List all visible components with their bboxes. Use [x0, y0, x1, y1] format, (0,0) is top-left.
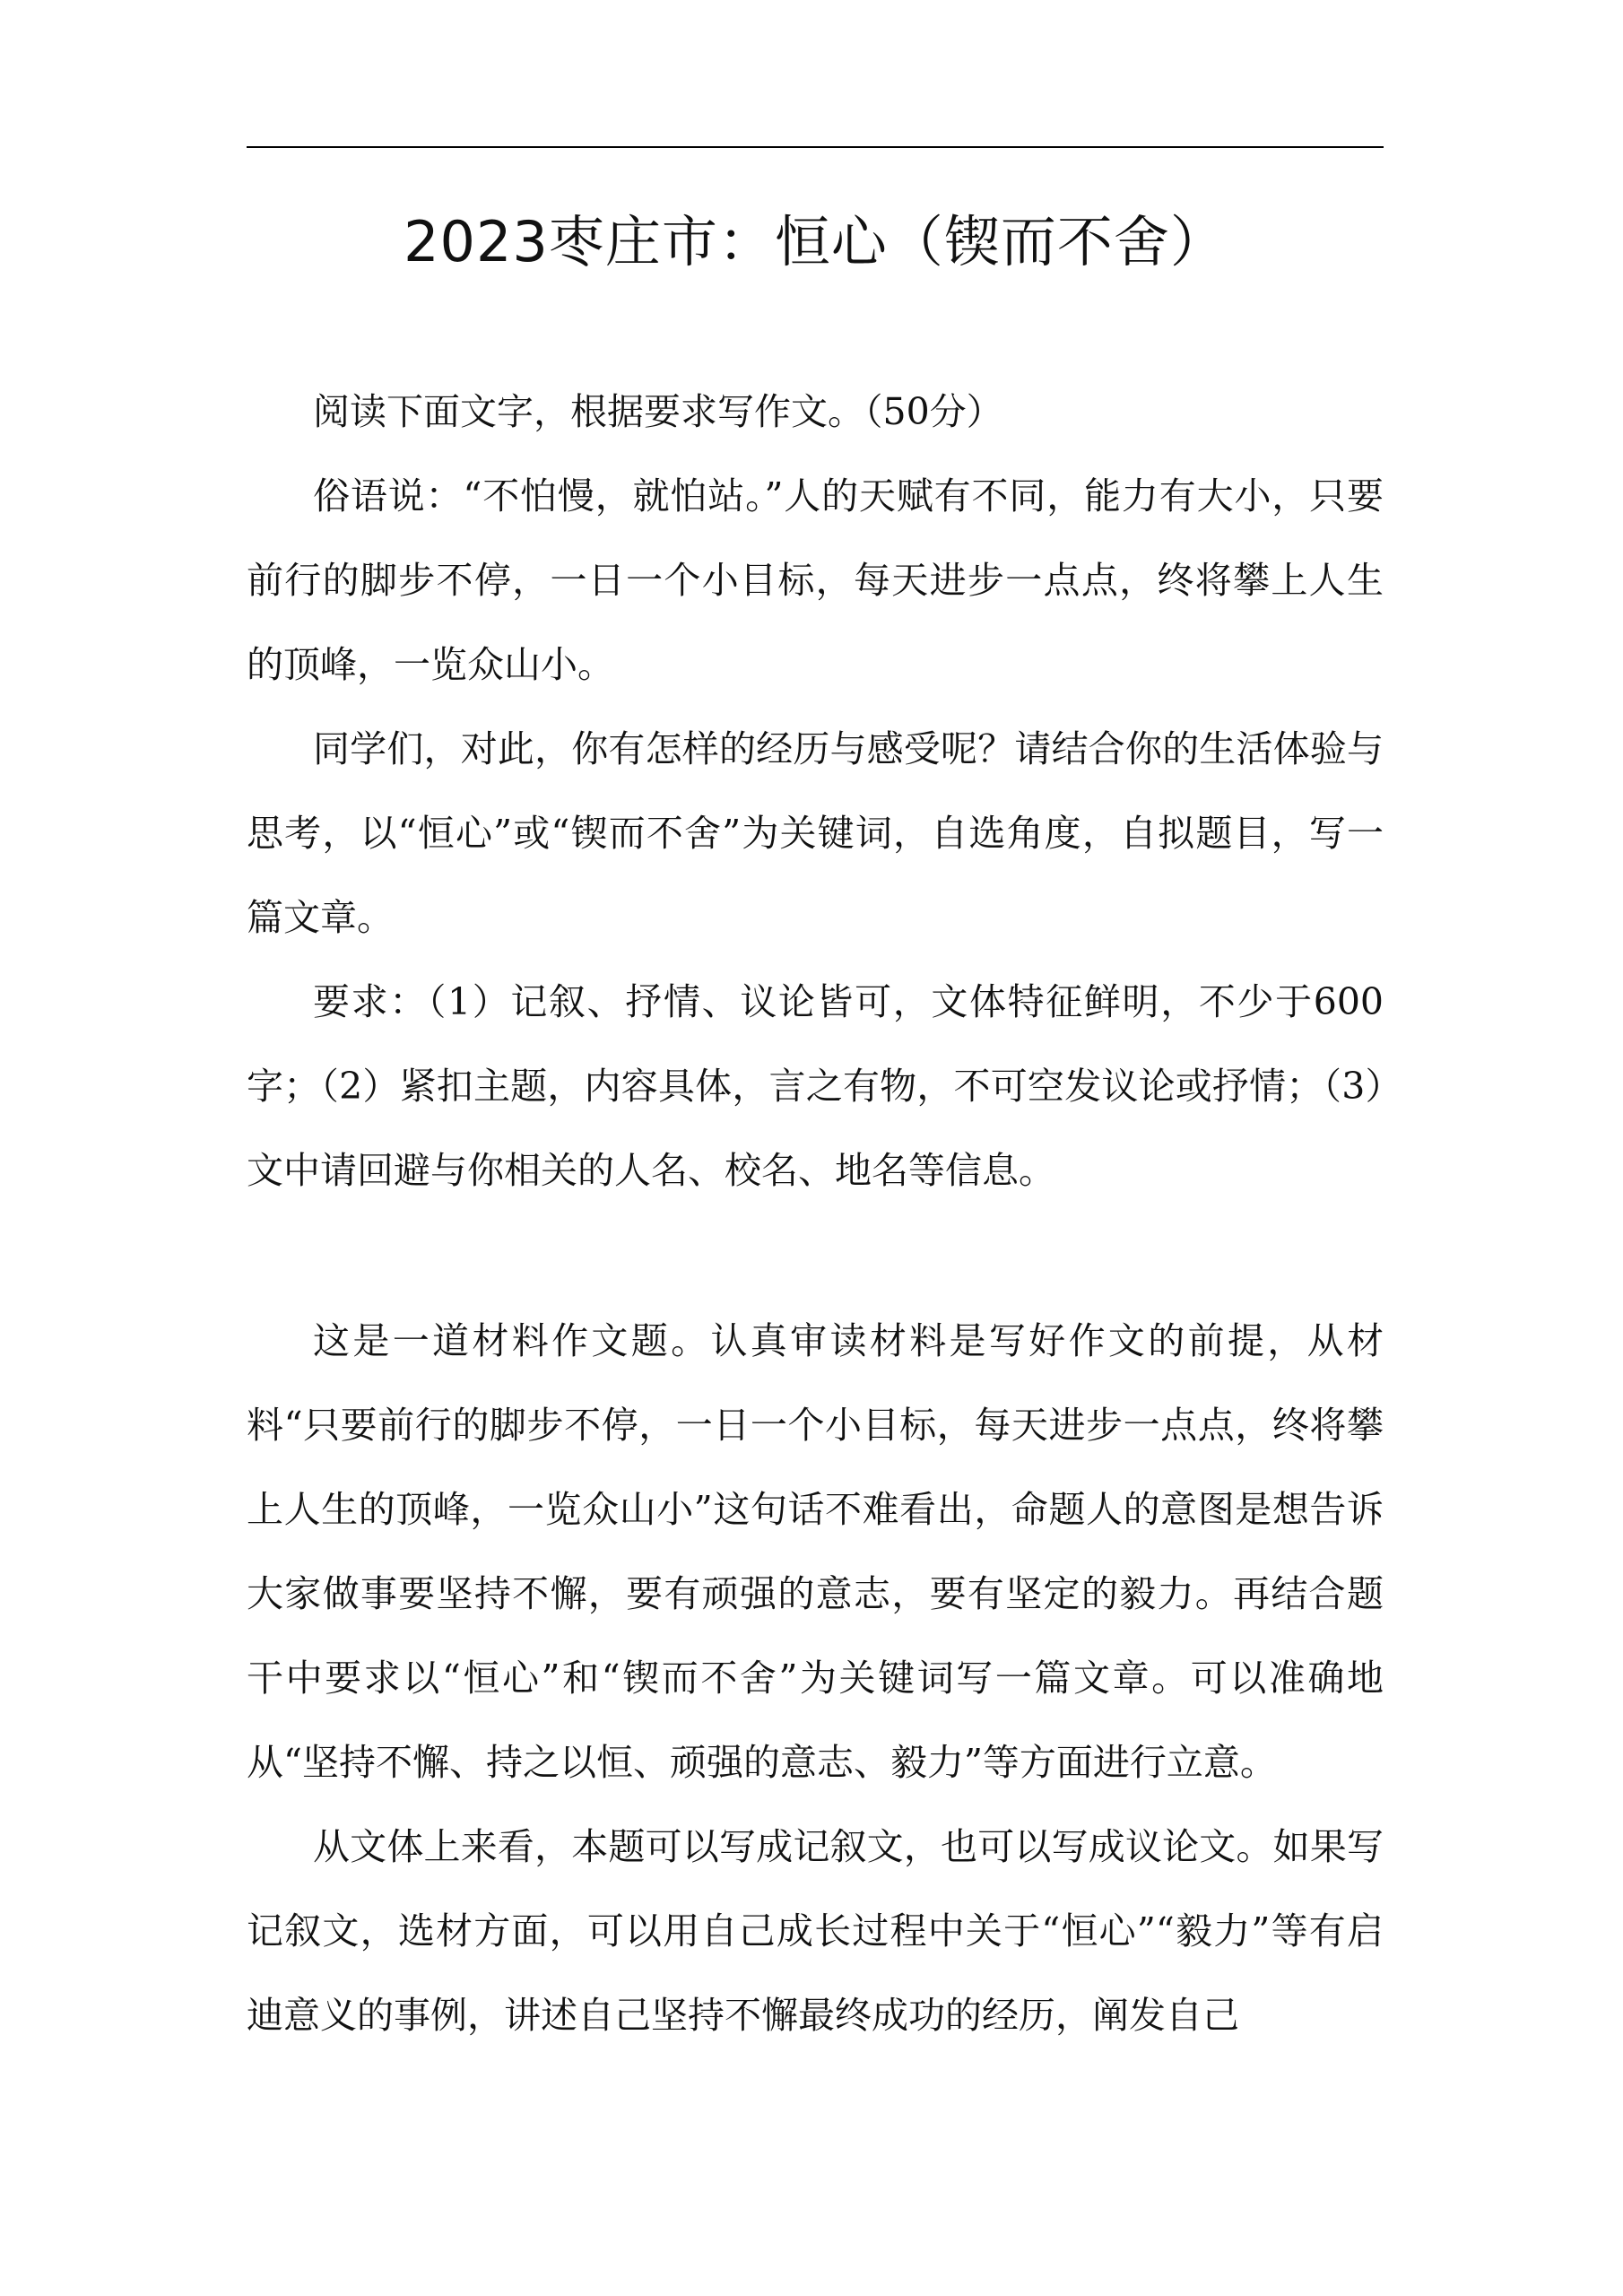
- page-title: 2023枣庄市：恒心（锲而不舍）: [404, 209, 1227, 274]
- analysis-section: [247, 1299, 1384, 2057]
- prompt-section: [247, 370, 1384, 1213]
- analysis-paragraph: 从文体上来看，本题可以写成记叙文，也可以写成议论文。如果写记叙文，选材方面，可以用自己成长过程中关于“恒心”“毅力”等有启迪意义的事例，讲述自己坚持不懈最终成功的经历，阐发自己: [247, 1825, 1384, 2037]
- prompt-paragraph: 同学们，对此，你有怎样的经历与感受呢？请结合你的生活体验与思考，以“恒心”或“锲而不舍”为关键词，自选角度，自拟题目，写一篇文章。: [247, 727, 1384, 939]
- analysis-paragraph: 这是一道材料作文题。认真审读材料是写好作文的前提，从材料“只要前行的脚步不停，一日一个小目标，每天进步一点点，终将攀上人生的顶峰，一览众山小”这句话不难看出，命题人的意图是想告诉大家做事要坚持不懈，要有顽强的意志，要有坚定的毅力。再结合题干中要求以“恒心”和“锲而不舍”为关键词写一篇文章。可以准确地从“坚持不懈、持之以恒、顽强的意志、毅力”等方面进行立意。: [247, 1319, 1384, 1784]
- prompt-paragraph: 阅读下面文字，根据要求写作文。（50分）: [313, 390, 1003, 433]
- prompt-paragraph: 要求：（1）记叙、抒情、议论皆可，文体特征鲜明，不少于600字；（2）紧扣主题，内容具体，言之有物，不可空发议论或抒情；（3）文中请回避与你相关的人名、校名、地名等信息。: [247, 980, 1384, 1192]
- header-rule: [247, 146, 1384, 148]
- prompt-paragraph: 俗语说：“不怕慢，就怕站。”人的天赋有不同，能力有大小，只要前行的脚步不停，一日一个小目标，每天进步一点点，终将攀上人生的顶峰，一览众山小。: [247, 474, 1384, 686]
